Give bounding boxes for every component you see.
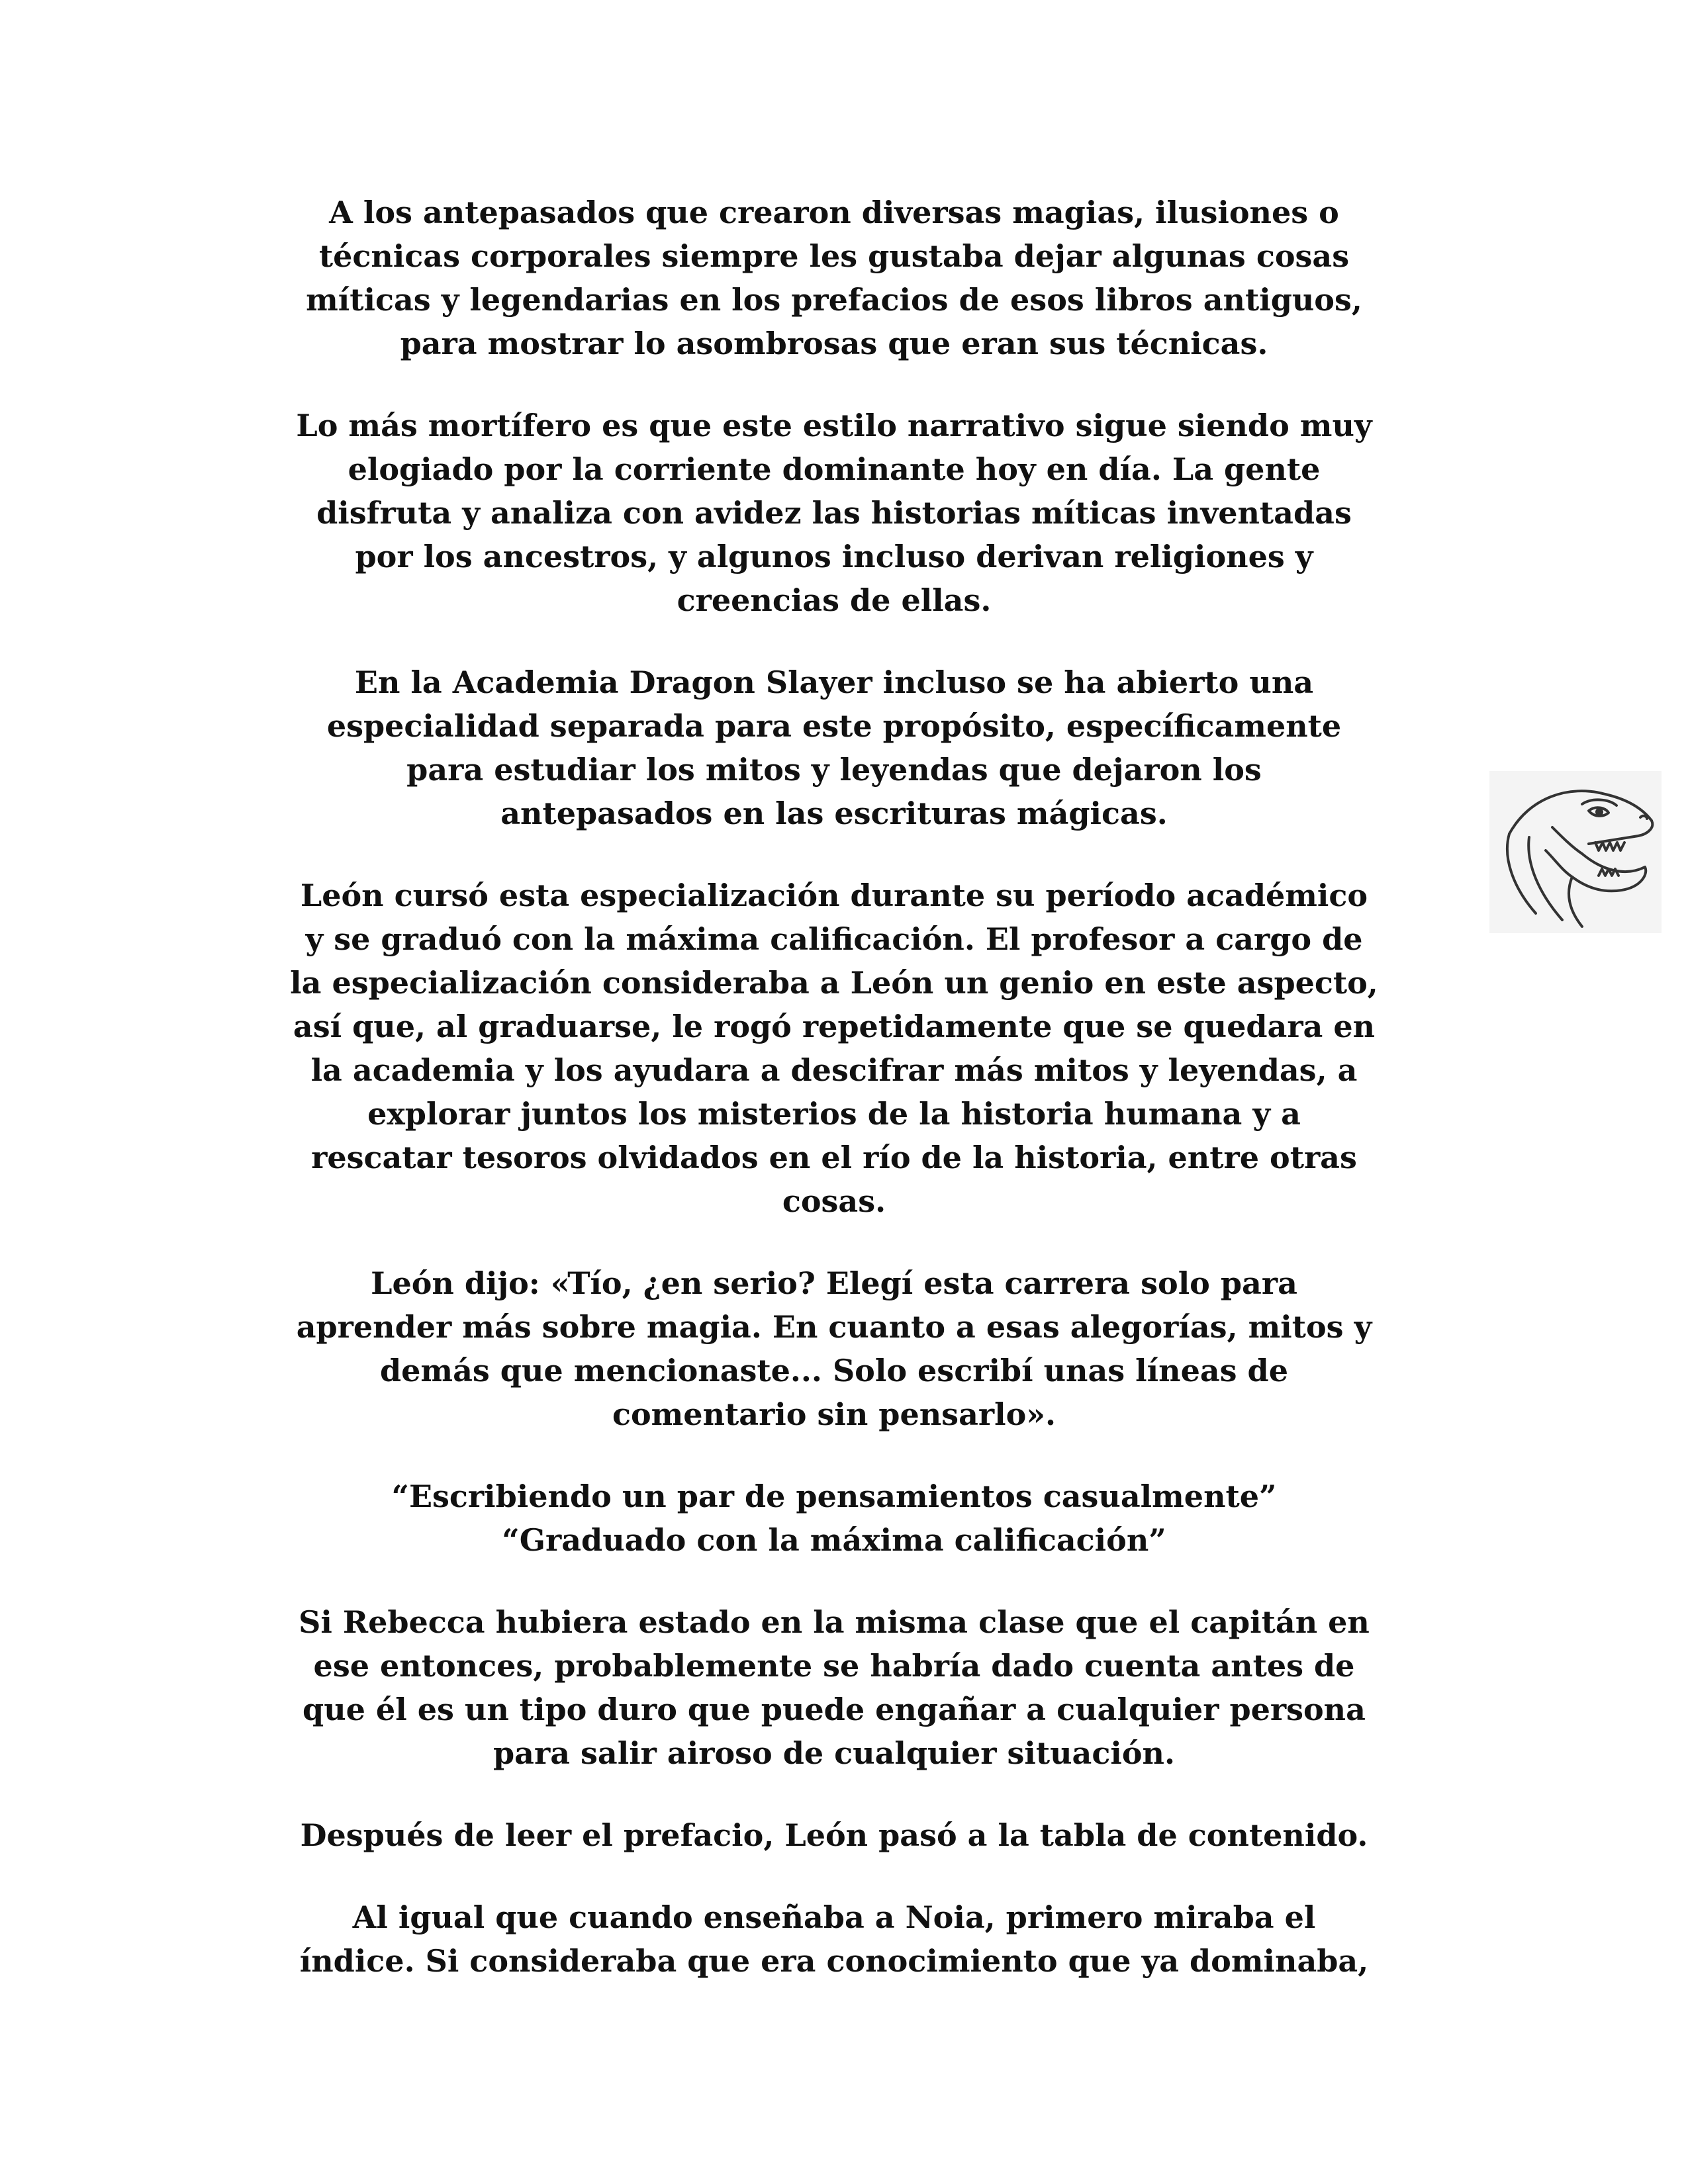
paragraph-6: “Escribiendo un par de pensamientos casualmente” “Graduado con la máxima calificación” [391,1479,1277,1558]
paragraph-3: En la Academia Dragon Slayer incluso se ha abierto una especialidad separada para este propósito, específicamente para estudiar los mitos y leyendas que dejaron los antepasados en las escrituras mágicas. [326,664,1342,831]
paragraph-1: A los antepasados que crearon diversas magias, ilusiones o técnicas corporales siempre les gustaba dejar algunas cosas míticas y legendarias en los prefacios de esos libros antiguos, para mostrar lo asombrosas que eran sus técnicas. [306,195,1362,361]
paragraph-9: Al igual que cuando enseñaba a Noia, primero miraba el índice. Si consideraba que era conocimiento que ya dominaba, [299,1899,1369,1979]
paragraph-7: Si Rebecca hubiera estado en la misma clase que el capitán en ese entonces, probablemente se habría dado cuenta antes de que él es un tipo duro que puede engañar a cualquier persona para salir airoso de cualquier situación. [299,1604,1370,1771]
paragraph-5: León dijo: «Tío, ¿en serio? Elegí esta carrera solo para aprender más sobre magia. En cuanto a esas alegorías, mitos y demás que mencionaste... Solo escribí unas líneas de comentario sin pensarlo». [296,1265,1372,1432]
body-text [212,191,1456,2021]
paragraph-2: Lo más mortífero es que este estilo narrativo sigue siendo muy elogiado por la corriente dominante hoy en día. La gente disfruta y analiza con avidez las historias míticas inventadas por los ancestros, y algunos incluso derivan religiones y creencias de ellas. [296,408,1372,618]
paragraph-8: Después de leer el prefacio, León pasó a la tabla de contenido. [300,1817,1368,1853]
dinosaur-head-sketch-icon [1489,771,1662,933]
paragraph-4: León cursó esta especialización durante su período académico y se graduó con la máxima calificación. El profesor a cargo de la especialización consideraba a León un genio en este aspecto, así que, al graduarse, le rogó repetidamente que se quedara en la academia y los ayudara a descifrar más mitos y leyendas, a explorar juntos los misterios de la historia humana y a rescatar tesoros olvidados en el río de la historia, entre otras cosas. [290,878,1378,1219]
